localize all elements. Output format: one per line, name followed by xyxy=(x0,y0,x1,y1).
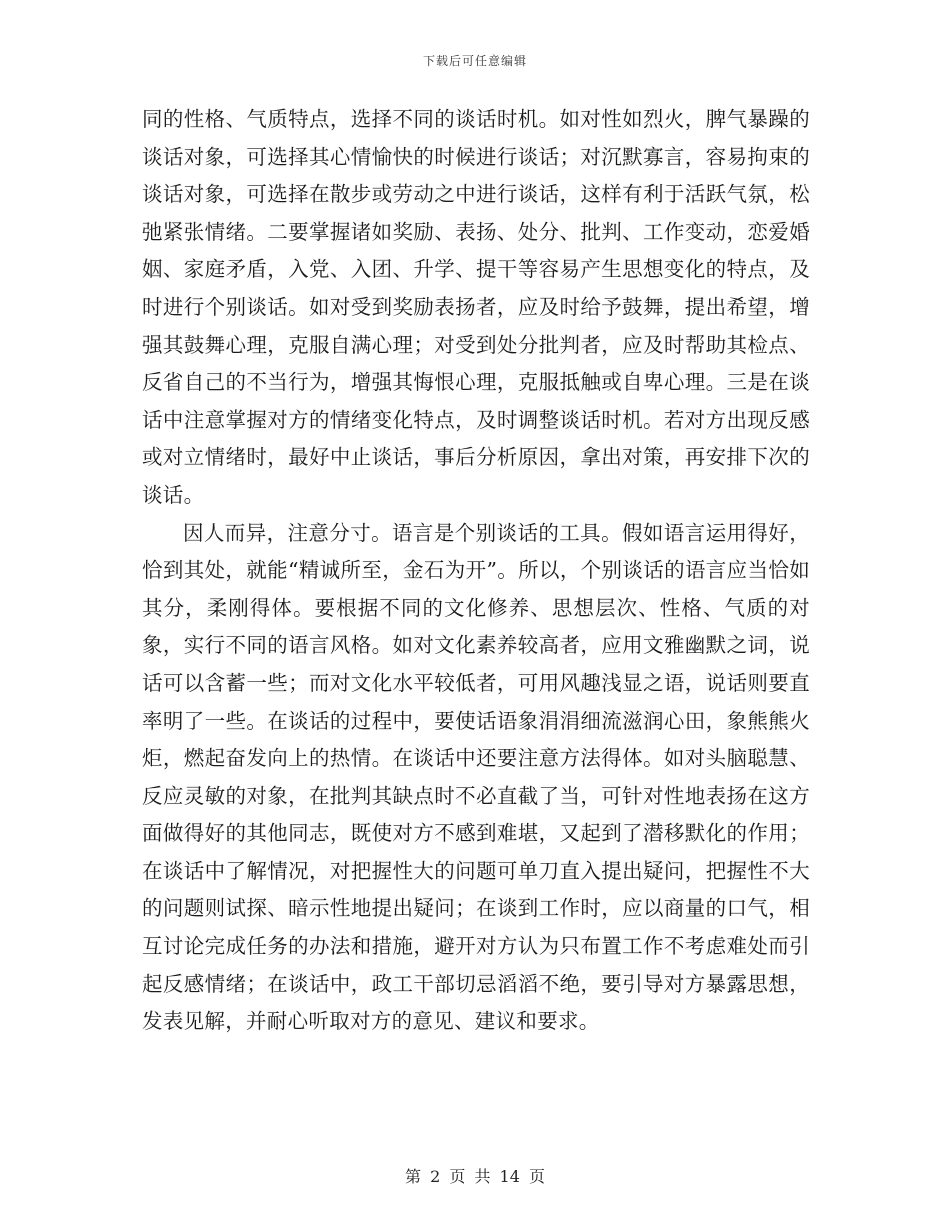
page-footer: 第 2 页 共 14 页 xyxy=(405,1167,545,1186)
paragraph-2: 因人而异，注意分寸。语言是个别谈话的工具。假如语言运用得好，恰到其处，就能“精诚所至，金石为开”。所以，个别谈话的语言应当恰如其分，柔刚得体。要根据不同的文化修养、思想层次、性格、气质的对象，实行不同的语言风格。如对文化素养较高者，应用文雅幽默之词，说话可以含蓄一些；而对文化水平较低者，可用风趣浅显之语，说话则要直率明了一些。在谈话的过程中，要使话语象涓涓细流滋润心田，象熊熊火炬，燃起奋发向上的热情。在谈话中还要注意方法得体。如对头脑聪慧、反应灵敏的对象，在批判其缺点时不必直截了当，可针对性地表扬在这方面做得好的其他同志，既使对方不感到难堪，又起到了潜移默化的作用；在谈话中了解情况，对把握性大的问题可单刀直入提出疑问，把握性不大的问题则试探、暗示性地提出疑问；在谈到工作时，应以商量的口气，相互讨论完成任务的办法和措施，避开对方认为只布置工作不考虑难处而引起反感情绪；在谈话中，政工干部切忌滔滔不绝，要引导对方暴露思想，发表见解，并耐心听取对方的意见、建议和要求。 xyxy=(142,520,810,1034)
page-header: 下载后可任意编辑 xyxy=(422,54,527,68)
document-body xyxy=(142,101,810,1041)
paragraph-1: 同的性格、气质特点，选择不同的谈话时机。如对性如烈火，脾气暴躁的谈话对象，可选择其心情愉快的时候进行谈话；对沉默寡言，容易拘束的谈话对象，可选择在散步或劳动之中进行谈话，这样有利于活跃气氛，松弛紧张情绪。二要掌握诸如奖励、表扬、处分、批判、工作变动，恋爱婚姻、家庭矛盾，入党、入团、升学、提干等容易产生思想变化的特点，及时进行个别谈话。如对受到奖励表扬者，应及时给予鼓舞，提出希望，增强其鼓舞心理，克服自满心理；对受到处分批判者，应及时帮助其检点、反省自己的不当行为，增强其悔恨心理，克服抵触或自卑心理。三是在谈话中注意掌握对方的情绪变化特点，及时调整谈话时机。若对方出现反感或对立情绪时，最好中止谈话，事后分析原因，拿出对策，再安排下次的谈话。 xyxy=(142,107,810,507)
